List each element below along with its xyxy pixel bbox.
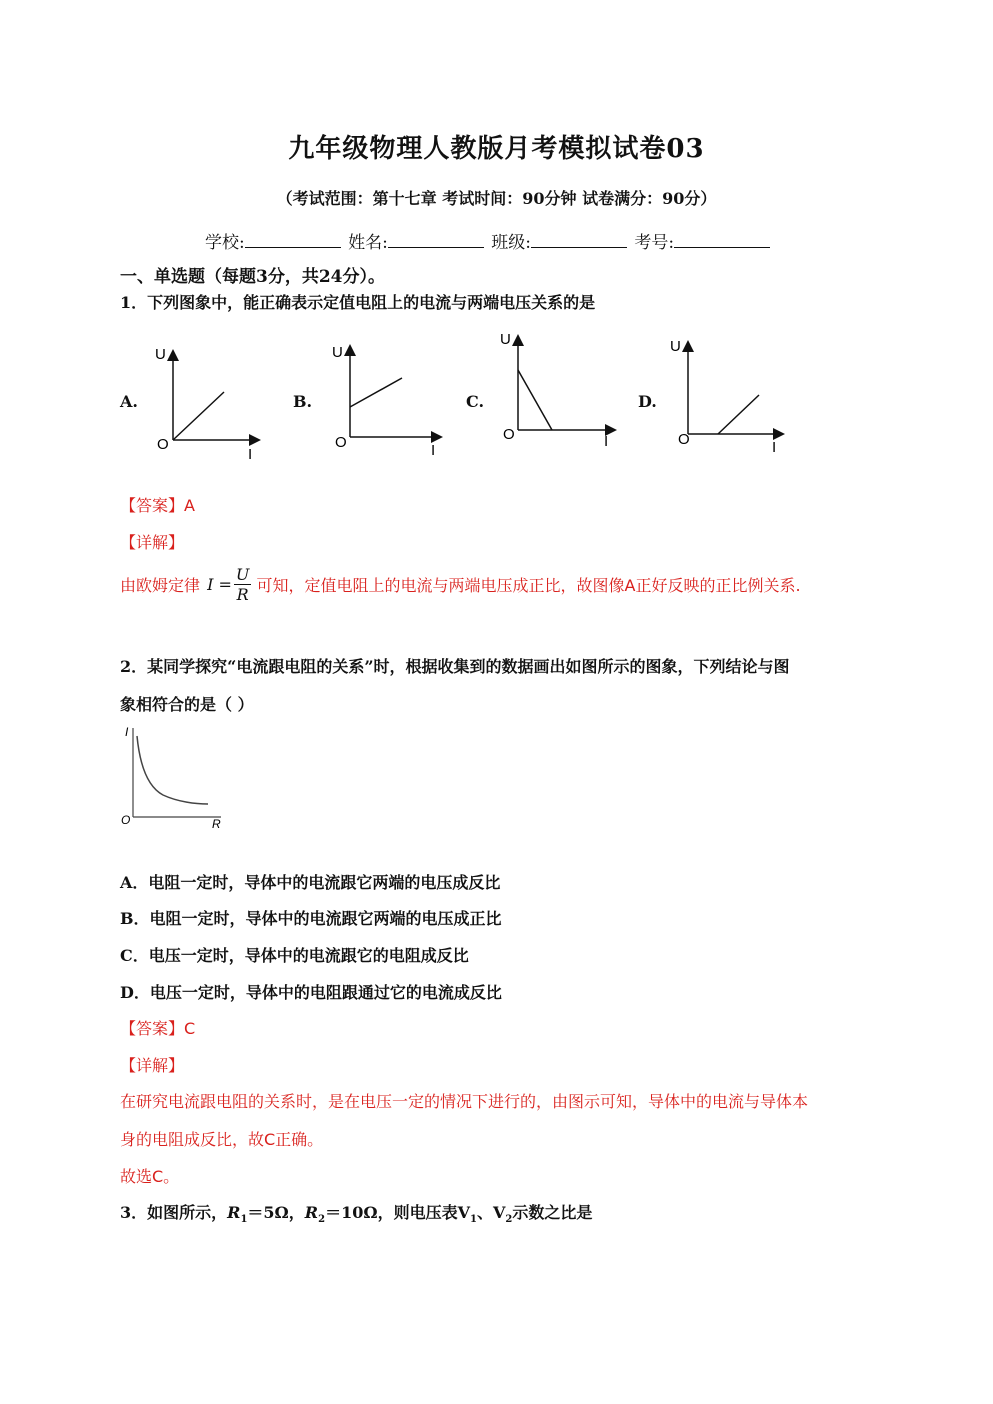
graph-d-line bbox=[718, 395, 759, 434]
school-label: 学校: bbox=[205, 233, 245, 253]
name-label: 姓名: bbox=[348, 233, 388, 253]
question-2-stem-line1: 2．某同学探究“电流跟电阻的关系”时，根据收集到的数据画出如图所示的图象，下列结论与图 bbox=[120, 657, 790, 676]
q1-expl-post: 可知，定值电阻上的电流与两端电压成正比，故图像A正好反映的正比例关系. bbox=[256, 576, 801, 595]
q2-i-label: I bbox=[125, 725, 129, 739]
q1-option-d-label: D. bbox=[638, 392, 657, 411]
ohm-formula bbox=[207, 565, 251, 604]
q2-option-a: A．电阻一定时，导体中的电流跟它两端的电压成反比 bbox=[120, 873, 501, 892]
formula-numerator: U bbox=[235, 565, 250, 584]
graph-c-i-label: I bbox=[604, 433, 609, 450]
page-title: 九年级物理人教版月考模拟试卷03 bbox=[288, 134, 705, 164]
q1-graph-c bbox=[496, 325, 621, 450]
graph-a-origin-label: O bbox=[157, 436, 169, 453]
q2-curve bbox=[137, 736, 208, 804]
q2-detail-label: 【详解】 bbox=[120, 1056, 185, 1075]
q3-r2: R bbox=[304, 1203, 319, 1222]
class-blank[interactable] bbox=[531, 233, 627, 248]
exam-no-blank[interactable] bbox=[674, 233, 770, 248]
q1-option-c-label: C. bbox=[466, 392, 485, 411]
graph-d-i-label: I bbox=[772, 439, 777, 456]
q3-r1: R bbox=[227, 1203, 241, 1222]
q3-r1-val: ＝5Ω， bbox=[247, 1203, 305, 1222]
graph-a-i-label: I bbox=[248, 446, 253, 463]
q2-r-label: R bbox=[212, 817, 221, 831]
q2-expl-line2: 身的电阻成反比，故C正确。 bbox=[120, 1130, 324, 1149]
q2-origin-label: O bbox=[121, 813, 131, 827]
graph-a-u-label: U bbox=[155, 346, 166, 363]
section-heading: 一、单选题（每题3分，共24分）。 bbox=[120, 267, 385, 287]
graph-d-origin-label: O bbox=[678, 431, 690, 448]
q2-option-b: B．电阻一定时，导体中的电流跟它两端的电压成正比 bbox=[120, 909, 502, 928]
exam-no-label: 考号: bbox=[634, 233, 675, 253]
graph-a-line bbox=[173, 392, 224, 440]
q3-v2-sub: 2 bbox=[505, 1214, 513, 1226]
student-info-line bbox=[205, 228, 772, 253]
class-label: 班级: bbox=[491, 233, 532, 253]
graph-c-u-label: U bbox=[500, 331, 511, 348]
formula-lhs: I = bbox=[207, 575, 232, 594]
q2-expl-line1: 在研究电流跟电阻的关系时，是在电压一定的情况下进行的，由图示可知，导体中的电流与导体本 bbox=[120, 1092, 809, 1111]
graph-d-u-label: U bbox=[670, 338, 681, 355]
graph-b-u-label: U bbox=[332, 344, 343, 361]
q3-prefix: 3．如图所示， bbox=[120, 1203, 228, 1222]
q3-r1-sub: 1 bbox=[240, 1214, 248, 1226]
q2-option-c: C．电压一定时，导体中的电流跟它的电阻成反比 bbox=[120, 946, 469, 965]
question-1-stem: 1．下列图象中，能正确表示定值电阻上的电流与两端电压关系的是 bbox=[120, 293, 596, 312]
q2-graph bbox=[118, 722, 230, 832]
graph-c-origin-label: O bbox=[503, 426, 515, 443]
question-3-stem bbox=[120, 1200, 592, 1225]
graph-b-origin-label: O bbox=[335, 434, 347, 451]
name-blank[interactable] bbox=[388, 233, 484, 248]
q3-r2-sub: 2 bbox=[318, 1214, 326, 1226]
q1-graph-b bbox=[325, 335, 450, 460]
formula-denominator: R bbox=[236, 585, 249, 604]
q1-option-b-label: B. bbox=[293, 392, 313, 411]
q1-explanation bbox=[120, 565, 801, 604]
q1-graph-d bbox=[668, 335, 793, 460]
q2-expl-line3: 故选C。 bbox=[120, 1167, 180, 1186]
school-blank[interactable] bbox=[245, 233, 341, 248]
q3-sep: 、V bbox=[476, 1203, 506, 1222]
q1-detail-label: 【详解】 bbox=[120, 533, 185, 552]
q1-option-a-label: A. bbox=[120, 392, 138, 411]
graph-b-i-label: I bbox=[431, 442, 436, 459]
q2-option-d: D．电压一定时，导体中的电阻跟通过它的电流成反比 bbox=[120, 983, 502, 1002]
q1-answer: 【答案】A bbox=[120, 496, 195, 515]
exam-subtitle: （考试范围：第十七章 考试时间：90分钟 试卷满分：90分） bbox=[276, 189, 717, 208]
q3-r2-val: ＝10Ω，则电压表V bbox=[325, 1203, 470, 1222]
graph-b-line bbox=[350, 378, 402, 407]
question-2-stem-line2: 象相符合的是（ ） bbox=[120, 695, 254, 714]
graph-c-line bbox=[518, 370, 552, 430]
q3-suffix: 示数之比是 bbox=[512, 1203, 593, 1222]
q3-v1-sub: 1 bbox=[470, 1214, 477, 1226]
q1-graph-a bbox=[150, 340, 270, 465]
q2-answer: 【答案】C bbox=[120, 1019, 196, 1038]
q1-expl-pre: 由欧姆定律 bbox=[120, 576, 201, 595]
